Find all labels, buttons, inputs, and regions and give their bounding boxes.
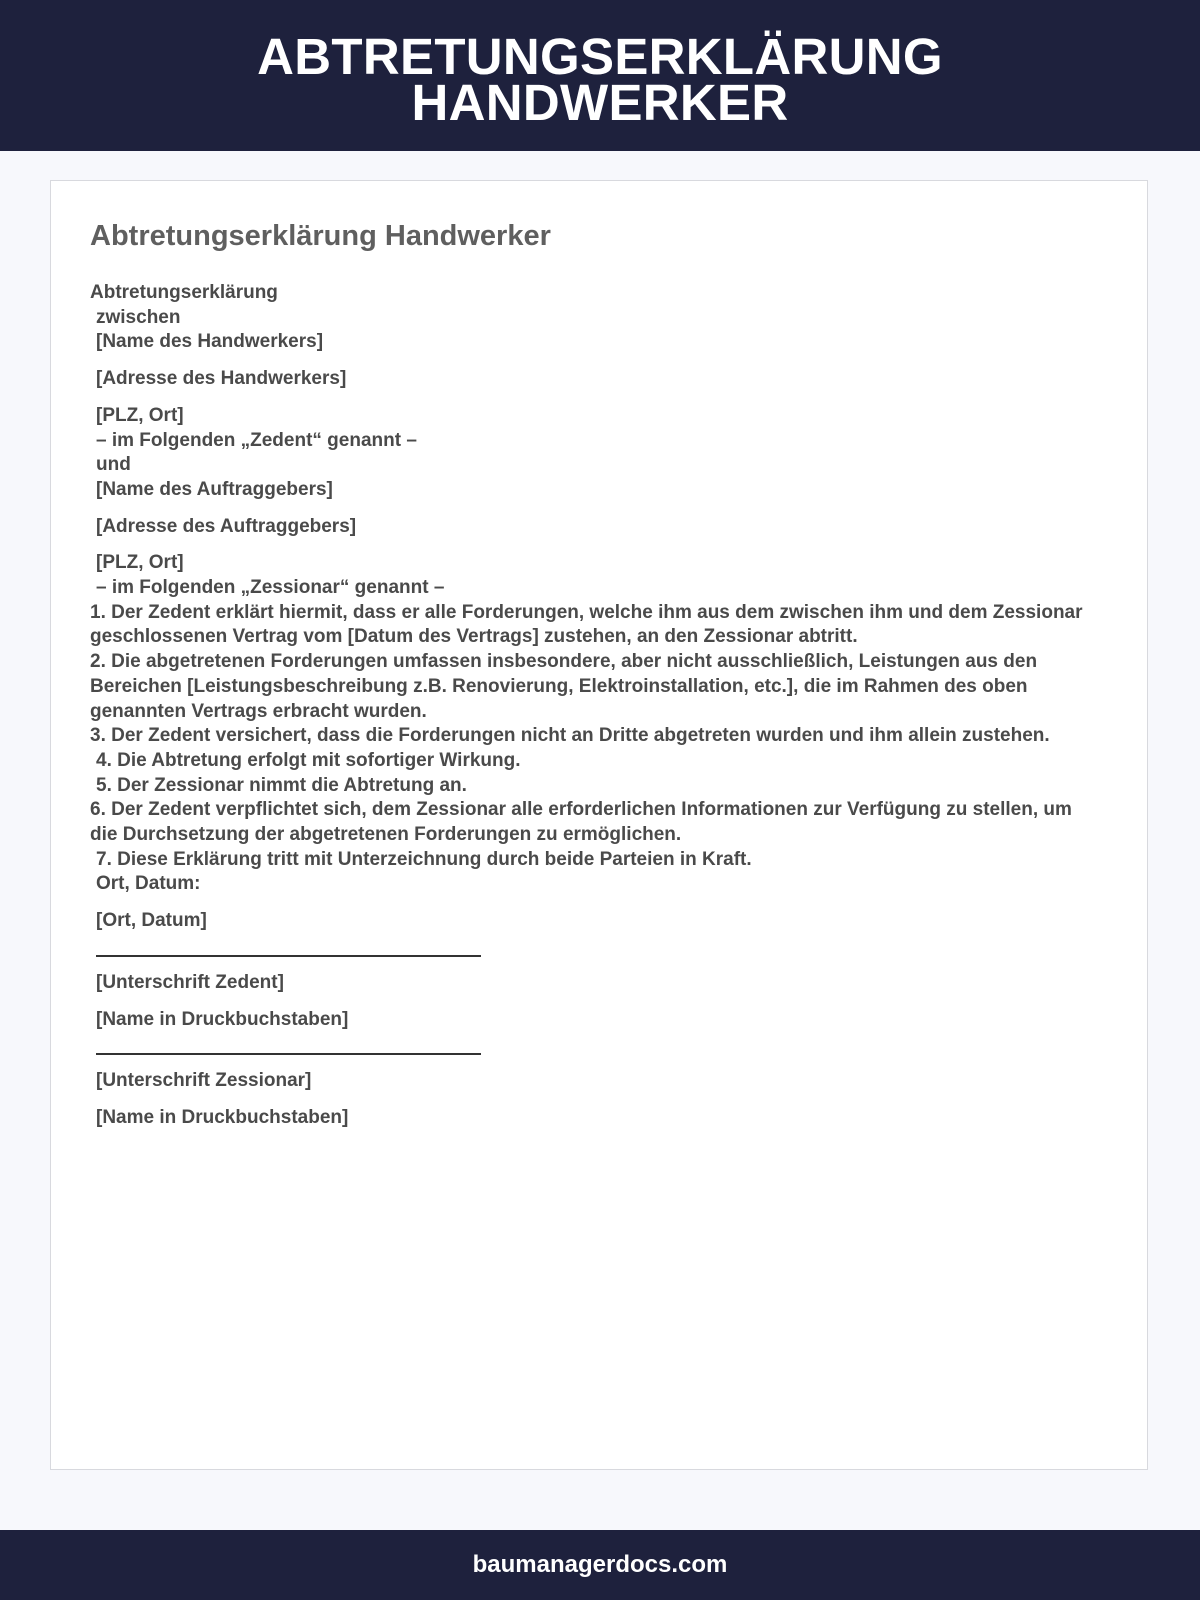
document-body bbox=[90, 281, 1100, 1131]
page-title bbox=[257, 27, 943, 131]
intro-between: zwischen bbox=[96, 306, 181, 328]
zedent-role: – im Folgenden „Zedent“ genannt – bbox=[96, 429, 417, 451]
zessionar-role: – im Folgenden „Zessionar“ genannt – bbox=[96, 577, 445, 599]
zessionar-name: [Name des Auftraggebers] bbox=[96, 478, 333, 500]
zessionar-address: [Adresse des Auftraggebers] bbox=[96, 515, 357, 537]
page-title-line-1: ABTRETUNGSERKLÄRUNG bbox=[257, 27, 943, 85]
clause-4: 4. Die Abtretung erfolgt mit sofortiger Wirkung. bbox=[96, 749, 521, 771]
document-heading: Abtretungserklärung Handwerker bbox=[90, 220, 551, 252]
page-footer bbox=[0, 1530, 1200, 1600]
clause-1: 1. Der Zedent erklärt hiermit, dass er alle Forderungen, welche ihm aus dem zwischen ihm und dem Zessionar geschlossenen Vertrag vom [Datum des Vertrags] zustehen, an den Zessionar abtritt. bbox=[90, 601, 1088, 648]
zessionar-signature-label: [Unterschrift Zessionar] bbox=[96, 1070, 312, 1092]
zedent-signature-label: [Unterschrift Zedent] bbox=[96, 971, 284, 993]
place-date-label: Ort, Datum: bbox=[96, 873, 201, 895]
zessionar-print-name: [Name in Druckbuchstaben] bbox=[96, 1106, 349, 1128]
clause-2: 2. Die abgetretenen Forderungen umfassen insbesondere, aber nicht ausschließlich, Leistungen aus den Bereichen [Leistungsbeschreibung z.B. Renovierung, Elektroinstallation, etc.], die im Rahmen des oben genannten Vertrags erbracht wurden. bbox=[90, 651, 1043, 722]
zedent-print-name: [Name in Druckbuchstaben] bbox=[96, 1008, 349, 1030]
page-title-line-2: HANDWERKER bbox=[411, 73, 789, 131]
zedent-signature-line bbox=[96, 955, 481, 957]
intro-and: und bbox=[96, 454, 131, 476]
zedent-address: [Adresse des Handwerkers] bbox=[96, 368, 347, 390]
clause-5: 5. Der Zessionar nimmt die Abtretung an. bbox=[96, 774, 467, 796]
zessionar-city: [PLZ, Ort] bbox=[96, 552, 184, 574]
clause-7: 7. Diese Erklärung tritt mit Unterzeichnung durch beide Parteien in Kraft. bbox=[96, 848, 752, 870]
zessionar-signature-line bbox=[96, 1053, 481, 1055]
zedent-name: [Name des Handwerkers] bbox=[96, 331, 324, 353]
document-card bbox=[50, 180, 1148, 1470]
clause-6: 6. Der Zedent verpflichtet sich, dem Zessionar alle erforderlichen Informationen zur Verfügung zu stellen, um die Durchsetzung der abgetretenen Forderungen zu ermöglichen. bbox=[90, 799, 1078, 846]
footer-site-name: baumanagerdocs.com bbox=[472, 1551, 728, 1578]
page-header bbox=[0, 0, 1200, 151]
zedent-city: [PLZ, Ort] bbox=[96, 404, 184, 426]
place-date-value: [Ort, Datum] bbox=[96, 910, 207, 932]
clause-3: 3. Der Zedent versichert, dass die Forderungen nicht an Dritte abgetreten wurden und ihm allein zustehen. bbox=[90, 725, 1050, 747]
intro-title: Abtretungserklärung bbox=[90, 282, 278, 303]
